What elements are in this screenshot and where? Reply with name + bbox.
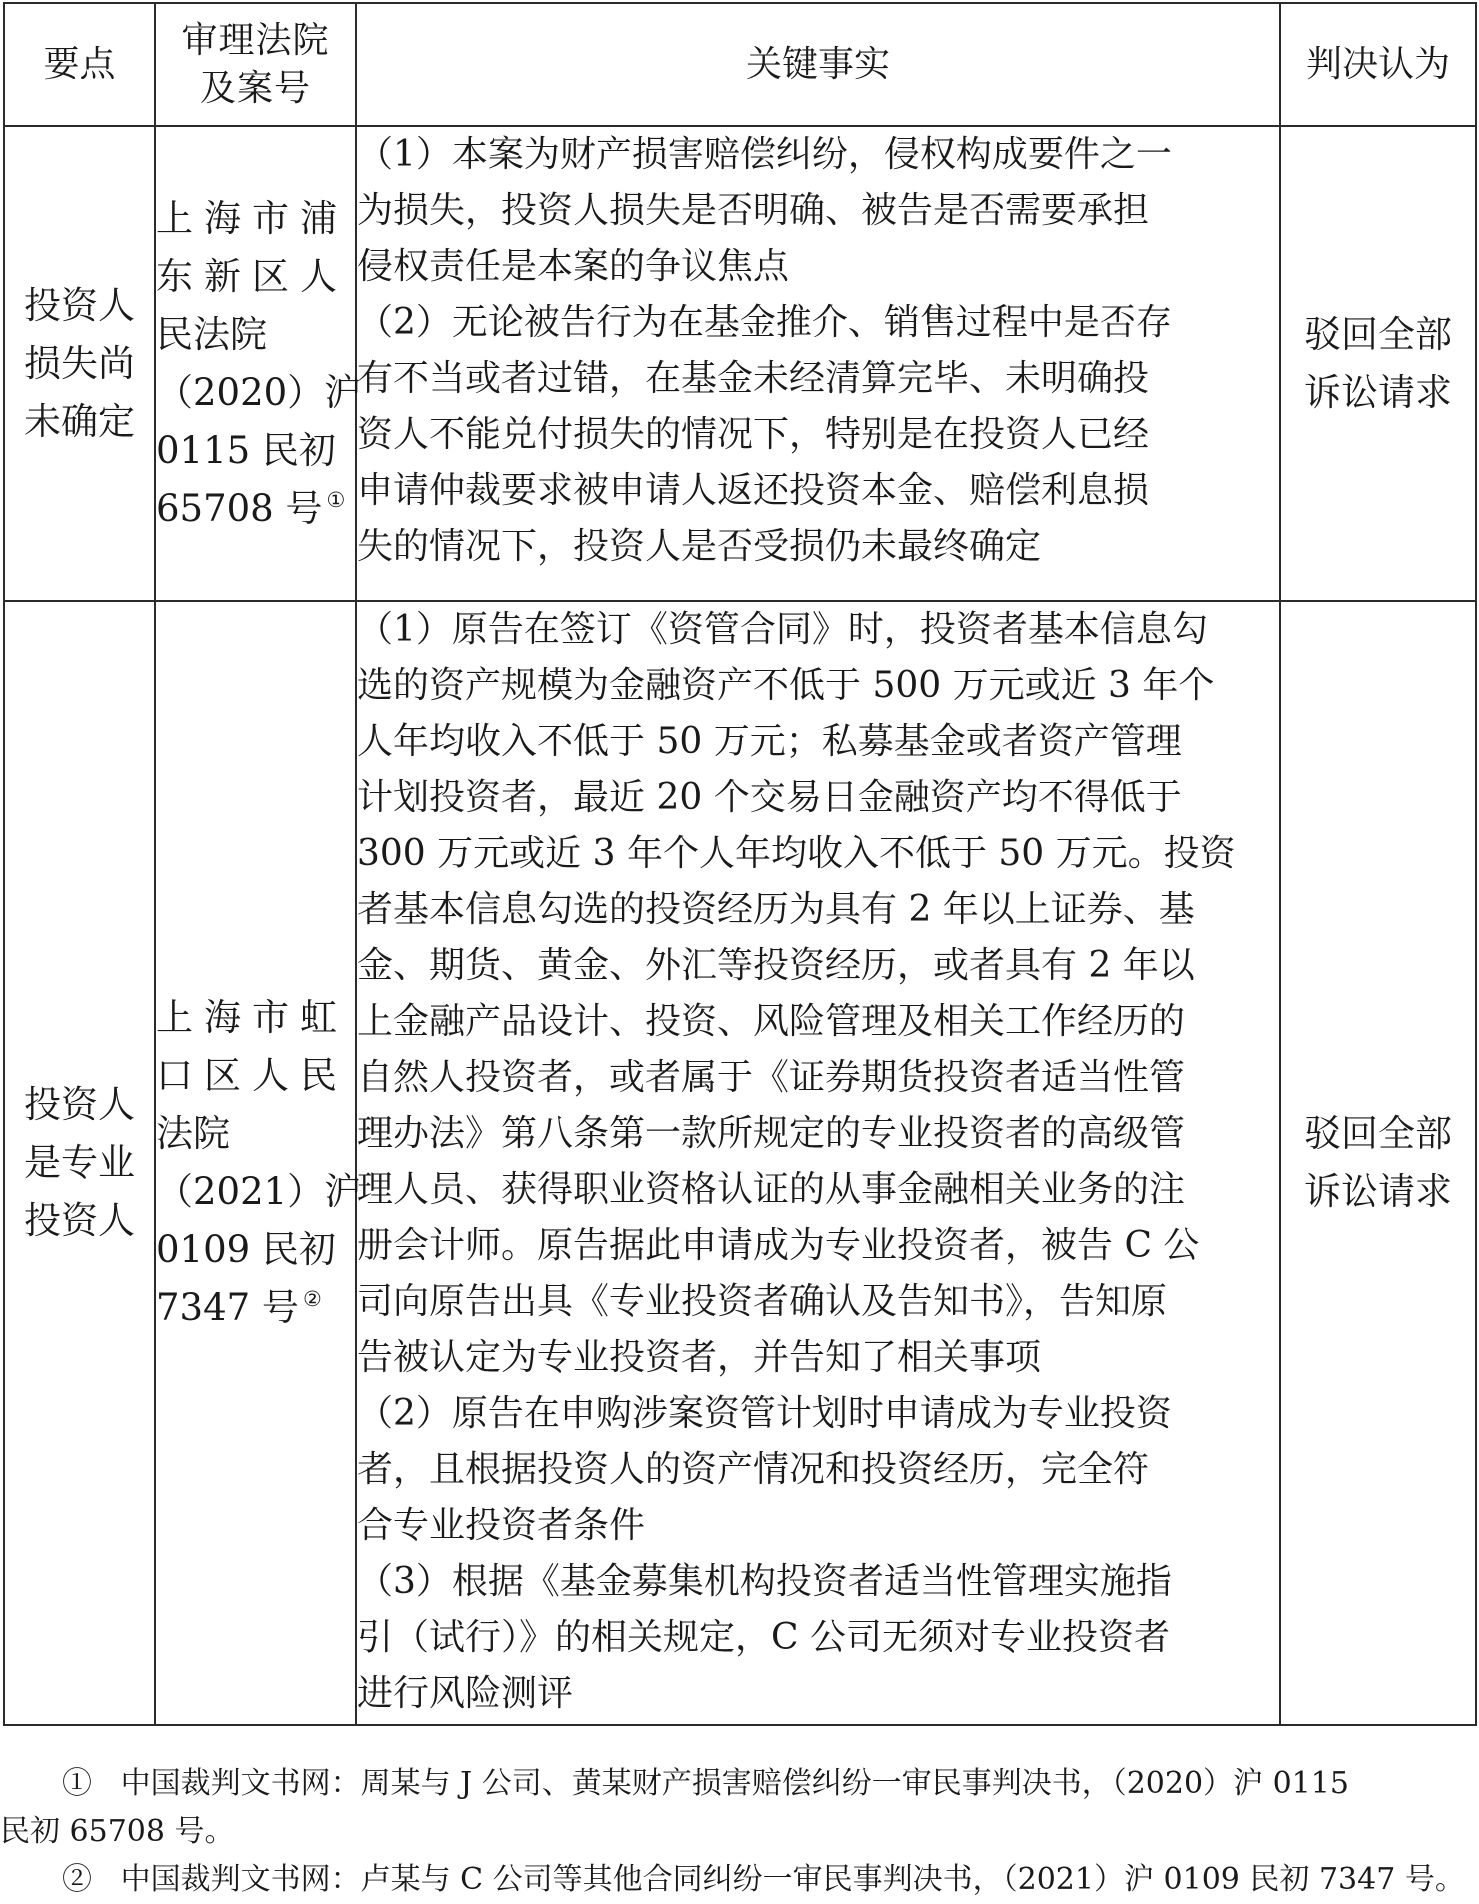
header-court-line-2: 及案号 (199, 67, 311, 109)
header-court-line-1: 审理法院 (181, 19, 330, 61)
point-line: 投资人 (24, 1083, 135, 1126)
header-verdict (1280, 3, 1476, 126)
fact-line: （1）原告在签订《资管合同》时，投资者基本信息勾 (357, 609, 1208, 650)
fact-line: 引（试行）》的相关规定，C 公司无须对专业投资者 (357, 1617, 1170, 1658)
fact-line: 侵权责任是本案的争议焦点 (357, 246, 790, 287)
footnotes (0, 1760, 1479, 1904)
fact-line: 选的资产规模为金融资产不低于 500 万元或近 3 年个 (357, 665, 1215, 706)
fact-line: （2）原告在申购涉案资管计划时申请成为专业投资 (357, 1393, 1172, 1434)
verdict-cell (1280, 601, 1476, 1725)
case-table (3, 2, 1477, 1726)
fact-line: 册会计师。原告据此申请成为专业投资者，被告 C 公 (357, 1225, 1200, 1266)
fact-line: （3）根据《基金募集机构投资者适当性管理实施指 (357, 1561, 1172, 1602)
verdict-line: 驳回全部 (1304, 1112, 1452, 1155)
fact-line: 司向原告出具《专业投资者确认及告知书》，告知原 (357, 1281, 1168, 1322)
fact-line: 合专业投资者条件 (357, 1505, 646, 1546)
verdict-line: 驳回全部 (1304, 312, 1452, 356)
table-row (4, 126, 1476, 601)
footnote-ref-2[interactable]: ② (302, 1287, 322, 1311)
fact-line: 失的情况下，投资人是否受损仍未最终确定 (357, 526, 1042, 567)
court-line: （2021）沪 (156, 1170, 362, 1213)
verdict-line: 诉讼请求 (1304, 370, 1452, 414)
fact-line: 告被认定为专业投资者，并告知了相关事项 (357, 1337, 1042, 1378)
court-case-number: 65708 号 (156, 486, 323, 530)
fact-line: （2）无论被告行为在基金推介、销售过程中是否存 (357, 302, 1172, 343)
fact-line: 有不当或者过错，在基金未经清算完毕、未明确投 (357, 358, 1150, 399)
court-line: 0109 民初 (156, 1228, 336, 1271)
point-line: 投资人 (24, 283, 135, 327)
court-case-number: 7347 号 (156, 1286, 299, 1329)
court-line: 东新区人 (156, 254, 348, 298)
point-cell (4, 601, 155, 1725)
header-point-text: 要点 (43, 43, 116, 85)
table-row (4, 601, 1476, 1725)
fact-line: 金、期货、黄金、外汇等投资经历，或者具有 2 年以 (357, 945, 1195, 986)
footnote-ref-1[interactable]: ① (326, 487, 346, 512)
footnote-2 (0, 1856, 1479, 1904)
footnote-1-continuation: 民初 65708 号。 (0, 1814, 235, 1849)
footnote-1-text: 中国裁判文书网：周某与 J 公司、黄某财产损害赔偿纠纷一审民事判决书，（2020）沪 0115 (120, 1766, 1349, 1801)
fact-line: 资人不能兑付损失的情况下，特别是在投资人已经 (357, 414, 1150, 455)
fact-line: （1）本案为财产损害赔偿纠纷，侵权构成要件之一 (357, 134, 1172, 175)
point-line: 未确定 (24, 399, 135, 443)
footnote-2-mark: ② (62, 1862, 92, 1897)
header-court-case (155, 3, 356, 126)
header-verdict-text: 判决认为 (1305, 43, 1450, 85)
point-line: 投资人 (24, 1199, 135, 1242)
fact-line: 申请仲裁要求被申请人返还投资本金、赔偿利息损 (357, 470, 1150, 511)
verdict-cell (1280, 126, 1476, 601)
fact-line: 计划投资者，最近 20 个交易日金融资产均不得低于 (357, 777, 1182, 818)
fact-line: 自然人投资者，或者属于《证券期货投资者适当性管 (357, 1057, 1186, 1098)
footnote-1 (0, 1760, 1479, 1808)
court-line: 上海市浦 (156, 196, 348, 240)
fact-line: 进行风险测评 (357, 1673, 574, 1714)
fact-line: 者，且根据投资人的资产情况和投资经历，完全符 (357, 1449, 1150, 1490)
header-key-facts (356, 3, 1280, 126)
court-line: （2020）沪 (156, 370, 362, 414)
footnote-1-mark: ① (62, 1766, 92, 1801)
court-case-cell (155, 126, 362, 601)
court-line-last (156, 480, 355, 538)
key-facts-cell (356, 601, 1280, 1725)
court-line: 0115 民初 (156, 428, 336, 472)
point-line: 损失尚 (24, 341, 135, 385)
header-point (4, 3, 155, 126)
fact-line: 理人员、获得职业资格认证的从事金融相关业务的注 (357, 1169, 1186, 1210)
fact-line: 理办法》第八条第一款所规定的专业投资者的高级管 (357, 1113, 1186, 1154)
fact-line: 者基本信息勾选的投资经历为具有 2 年以上证券、基 (357, 889, 1195, 930)
court-line: 民法院 (156, 312, 267, 356)
key-facts-cell (356, 126, 1280, 601)
table-header-row (4, 3, 1476, 126)
court-line-last (156, 1279, 355, 1337)
point-cell (4, 126, 155, 601)
court-line: 上海市虹 (156, 996, 348, 1039)
fact-line: 人年均收入不低于 50 万元；私募基金或者资产管理 (357, 721, 1182, 762)
fact-line: 300 万元或近 3 年个人年均收入不低于 50 万元。投资 (357, 833, 1236, 874)
point-line: 是专业 (24, 1141, 135, 1184)
verdict-line: 诉讼请求 (1304, 1170, 1452, 1213)
fact-line: 上金融产品设计、投资、风险管理及相关工作经历的 (357, 1001, 1186, 1042)
court-case-cell (155, 601, 362, 1725)
fact-line: 为损失，投资人损失是否明确、被告是否需要承担 (357, 190, 1150, 231)
court-line: 法院 (156, 1112, 230, 1155)
court-line: 口区人民 (156, 1054, 348, 1097)
footnote-2-text: 中国裁判文书网：卢某与 C 公司等其他合同纠纷一审民事判决书，（2021）沪 0109 民初 7347 号。 (120, 1862, 1465, 1897)
header-key-facts-text: 关键事实 (745, 43, 890, 85)
